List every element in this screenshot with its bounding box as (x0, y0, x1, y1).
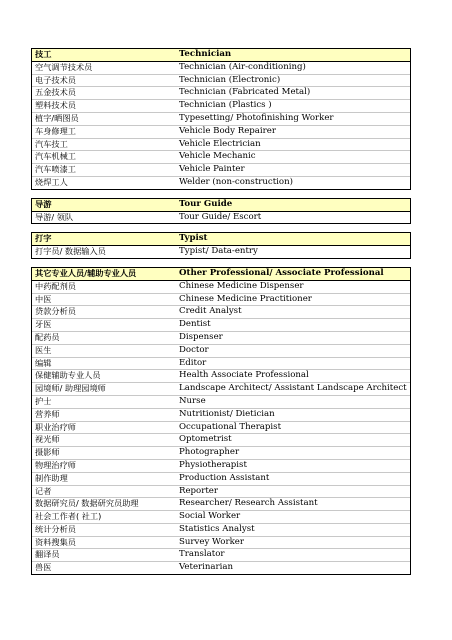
table-row (32, 548, 410, 561)
cell-cn: 物理治疗师 (35, 459, 76, 470)
table-row (32, 331, 410, 344)
cell-en: Welder (non-construction) (179, 176, 293, 187)
section-typist (31, 232, 411, 259)
cell-en: Landscape Architect/ Assistant Landscape Architect (179, 383, 407, 394)
header-cn: 其它专业人员/辅助专业人员 (35, 267, 137, 278)
table-row (32, 536, 410, 549)
table-row (32, 86, 410, 99)
section-other-professional (31, 267, 411, 575)
cell-cn: 贷款分析员 (35, 306, 76, 317)
cell-en: Researcher/ Research Assistant (179, 498, 318, 509)
cell-en: Physiotherapist (179, 459, 247, 470)
table-row (32, 523, 410, 536)
cell-en: Typesetting/ Photofinishing Worker (179, 112, 334, 123)
table-row (32, 163, 410, 176)
table-row (32, 369, 410, 382)
table-row (32, 212, 410, 224)
cell-cn: 医生 (35, 344, 52, 355)
cell-cn: 数据研究员/ 数据研究员助理 (35, 498, 139, 509)
table-row (32, 497, 410, 510)
section-technician (31, 48, 411, 190)
table-row (32, 176, 410, 189)
table-row (32, 357, 410, 370)
cell-cn: 摄影师 (35, 447, 60, 458)
cell-cn: 植字/晒图员 (35, 112, 79, 123)
cell-cn: 牙医 (35, 319, 52, 330)
table-row (32, 293, 410, 306)
cell-cn: 视光师 (35, 434, 60, 445)
cell-en: Production Assistant (179, 472, 270, 483)
table-row (32, 281, 410, 293)
table-row (32, 112, 410, 125)
cell-en: Survey Worker (179, 536, 244, 547)
cell-en: Vehicle Mechanic (179, 151, 256, 162)
cell-cn: 营养师 (35, 408, 60, 419)
table-row (32, 561, 410, 574)
table-row (32, 382, 410, 395)
cell-cn: 空气调节技术员 (35, 61, 93, 72)
cell-en: Chinese Medicine Practitioner (179, 293, 312, 304)
cell-cn: 配药员 (35, 331, 60, 342)
cell-cn: 塑料技术员 (35, 100, 76, 111)
cell-en: Photographer (179, 447, 240, 458)
cell-en: Vehicle Body Repairer (179, 125, 276, 136)
section-header (32, 268, 410, 281)
table-row (32, 421, 410, 434)
cell-cn: 中药配剂员 (35, 280, 76, 291)
table-row (32, 99, 410, 112)
table-row (32, 344, 410, 357)
table-row (32, 246, 410, 258)
cell-cn: 统计分析员 (35, 523, 76, 534)
cell-en: Statistics Analyst (179, 523, 255, 534)
cell-en: Chinese Medicine Dispenser (179, 280, 304, 291)
cell-en: Reporter (179, 485, 218, 496)
cell-cn: 中医 (35, 293, 52, 304)
header-cn: 导游 (35, 198, 52, 209)
table-row (32, 138, 410, 151)
cell-en: Editor (179, 357, 207, 368)
table-row (32, 510, 410, 523)
section-header (32, 233, 410, 246)
cell-cn: 保健辅助专业人员 (35, 370, 101, 381)
cell-cn: 烧焊工人 (35, 176, 68, 187)
cell-en: Dispenser (179, 331, 223, 342)
cell-cn: 导游/ 领队 (35, 211, 74, 222)
cell-en: Nutritionist/ Dietician (179, 408, 275, 419)
cell-en: Technician (Plastics ) (179, 100, 272, 111)
cell-en: Credit Analyst (179, 306, 242, 317)
cell-en: Optometrist (179, 434, 232, 445)
cell-cn: 园境师/ 助理园境师 (35, 383, 106, 394)
cell-en: Tour Guide/ Escort (179, 211, 262, 222)
cell-en: Technician (Electronic) (179, 74, 281, 85)
section-header (32, 49, 410, 62)
header-en: Typist (179, 233, 208, 244)
cell-cn: 兽医 (35, 562, 52, 573)
cell-en: Translator (179, 549, 225, 560)
cell-en: Health Associate Professional (179, 370, 309, 381)
cell-en: Vehicle Painter (179, 164, 245, 175)
cell-en: Technician (Fabricated Metal) (179, 87, 311, 98)
cell-cn: 职业治疗师 (35, 421, 76, 432)
cell-en: Dentist (179, 319, 211, 330)
occupation-sheet (31, 48, 411, 583)
header-cn: 打字 (35, 233, 52, 244)
cell-en: Typist/ Data-entry (179, 246, 258, 257)
cell-cn: 资料搜集员 (35, 536, 76, 547)
cell-cn: 电子技术员 (35, 74, 76, 85)
table-row (32, 74, 410, 87)
cell-en: Vehicle Electrician (179, 138, 261, 149)
cell-cn: 记者 (35, 485, 52, 496)
cell-cn: 护士 (35, 395, 52, 406)
cell-cn: 翻译员 (35, 549, 60, 560)
section-header (32, 199, 410, 212)
cell-en: Doctor (179, 344, 209, 355)
table-row (32, 150, 410, 163)
table-row (32, 433, 410, 446)
table-row (32, 485, 410, 498)
cell-en: Technician (Air-conditioning) (179, 61, 306, 72)
cell-cn: 五金技术员 (35, 87, 76, 98)
cell-cn: 打字员/ 数据输入员 (35, 246, 106, 257)
cell-cn: 编辑 (35, 357, 52, 368)
cell-cn: 汽车喷漆工 (35, 164, 76, 175)
table-row (32, 408, 410, 421)
cell-cn: 汽车技工 (35, 138, 68, 149)
cell-en: Nurse (179, 395, 206, 406)
header-cn: 技工 (35, 49, 52, 59)
cell-cn: 制作助理 (35, 472, 68, 483)
table-row (32, 62, 410, 74)
cell-en: Occupational Therapist (179, 421, 282, 432)
table-row (32, 446, 410, 459)
cell-cn: 车身修理工 (35, 125, 76, 136)
table-row (32, 318, 410, 331)
section-tour-guide (31, 198, 411, 225)
cell-en: Veterinarian (179, 562, 234, 573)
cell-en: Social Worker (179, 511, 241, 522)
table-row (32, 125, 410, 138)
table-row (32, 459, 410, 472)
table-row (32, 305, 410, 318)
header-en: Other Professional/ Associate Professional (179, 267, 384, 278)
cell-cn: 汽车机械工 (35, 151, 76, 162)
header-en: Technician (179, 49, 232, 59)
header-en: Tour Guide (179, 198, 233, 209)
table-row (32, 472, 410, 485)
cell-cn: 社会工作者( 社工) (35, 511, 102, 522)
table-row (32, 395, 410, 408)
